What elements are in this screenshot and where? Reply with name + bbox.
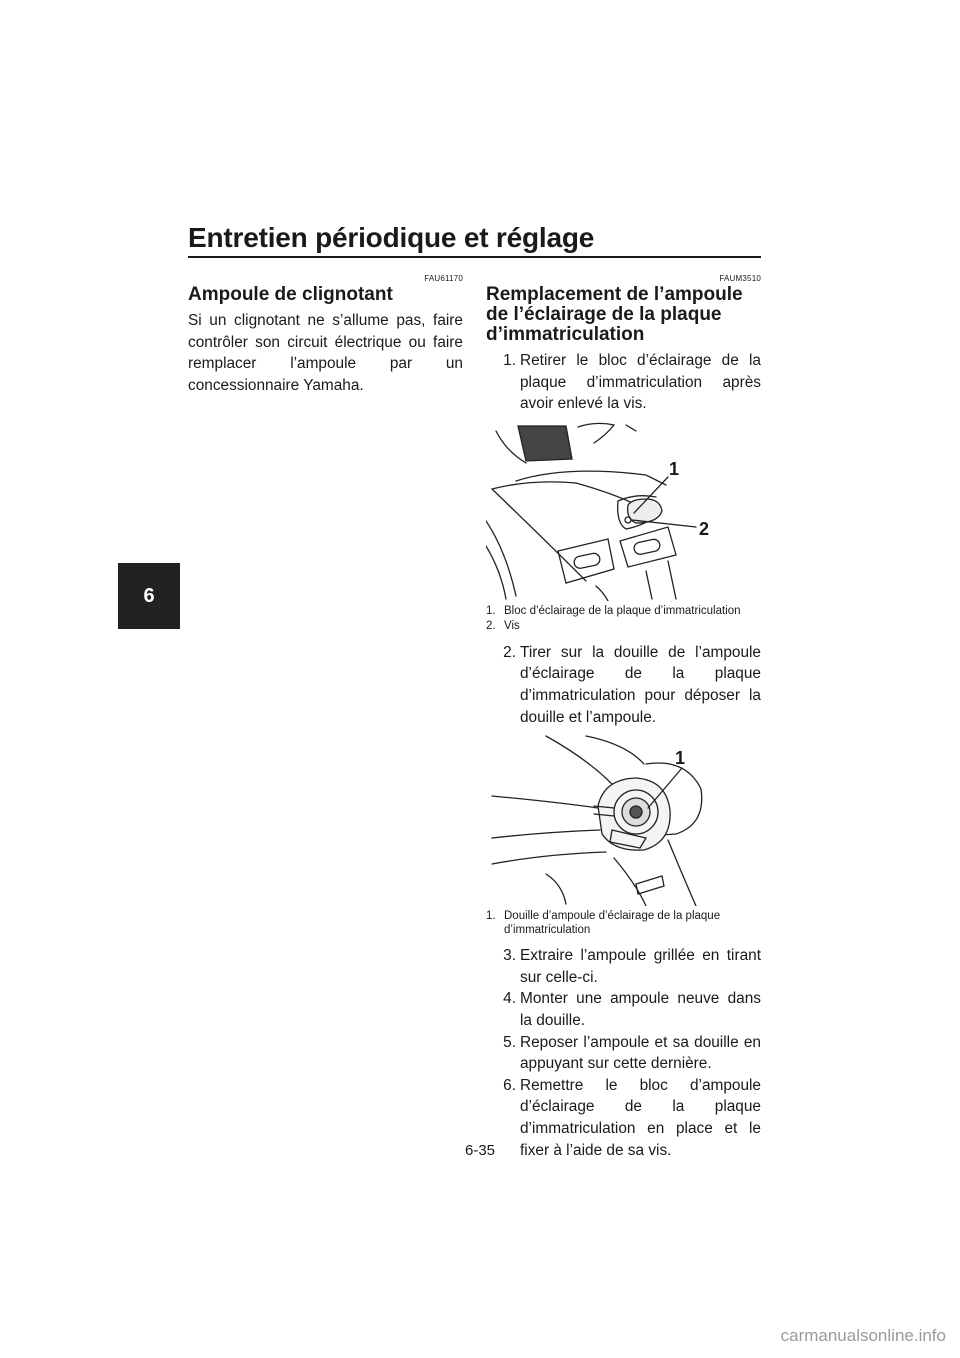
step-3 — [486, 945, 761, 988]
section-ampoule-clignotant — [188, 268, 463, 396]
section-body: Si un clignotant ne s’allume pas, faire contrôler son circuit électrique ou faire remplacer l’ampoule par un concessionnaire Yamaha. — [188, 312, 463, 394]
figure-1-illustration — [486, 421, 761, 601]
section-plaque-immatriculation — [486, 268, 761, 1161]
step-number: 5. — [503, 1033, 516, 1051]
steps-list-2 — [486, 642, 761, 728]
figure-1-label-1: 1 — [669, 458, 680, 479]
figure-2-illustration — [486, 734, 761, 906]
page-title: Entretien périodique et réglage — [188, 222, 595, 253]
section-code: FAU61170 — [424, 274, 463, 283]
watermark: carmanualsonline.info — [780, 1326, 946, 1345]
caption-text: Vis — [504, 620, 520, 633]
figure-1 — [486, 421, 761, 601]
step-number: 2. — [503, 643, 516, 661]
step-text: Retirer le bloc d’éclairage de la plaque d’immatriculation après avoir enlevé la vis. — [520, 352, 761, 413]
figure-1-label-2: 2 — [699, 518, 710, 539]
caption-item — [486, 605, 761, 619]
header-rule — [188, 256, 761, 258]
page-number: 6-35 — [464, 1142, 496, 1159]
figure-2-label-1: 1 — [675, 748, 686, 769]
section-title: Remplacement de l’ampoule de l’éclairage de la plaque d’immatriculation — [486, 284, 743, 345]
figure-2 — [486, 734, 761, 906]
section-code: FAUM3510 — [719, 274, 761, 283]
step-number: 3. — [503, 947, 516, 965]
caption-text: Douille d’ampoule d’éclairage de la plaque d’immatriculation — [504, 910, 721, 936]
caption-item — [486, 910, 761, 937]
step-text: Monter une ampoule neuve dans la douille. — [520, 990, 761, 1029]
step-4 — [486, 988, 761, 1031]
step-1 — [486, 350, 761, 415]
step-text: Remettre le bloc d’ampoule d’éclairage de la plaque d’immatriculation en place et le fixer à l’aide de sa vis. — [520, 1076, 761, 1159]
step-text: Tirer sur la douille de l’ampoule d’éclairage de la plaque d’immatriculation pour déposer la douille et l’ampoule. — [520, 643, 761, 726]
step-text: Extraire l’ampoule grillée en tirant sur celle-ci. — [520, 947, 761, 986]
step-2 — [486, 642, 761, 728]
caption-number: 1. — [486, 910, 496, 923]
step-number: 6. — [503, 1076, 516, 1094]
caption-item — [486, 620, 761, 634]
caption-number: 1. — [486, 604, 496, 617]
chapter-tab: 6 — [118, 563, 180, 629]
steps-list-1 — [486, 350, 761, 415]
figure-1-captions — [486, 605, 761, 634]
section-title: Ampoule de clignotant — [188, 284, 393, 305]
steps-list-3 — [486, 945, 761, 1161]
step-text: Reposer l’ampoule et sa douille en appuyant sur cette dernière. — [520, 1033, 761, 1073]
step-5 — [486, 1032, 761, 1075]
figure-2-captions — [486, 910, 761, 937]
step-number: 1. — [503, 352, 516, 369]
caption-number: 2. — [486, 620, 496, 633]
step-number: 4. — [503, 990, 516, 1008]
caption-text: Bloc d’éclairage de la plaque d’immatriculation — [504, 604, 741, 617]
